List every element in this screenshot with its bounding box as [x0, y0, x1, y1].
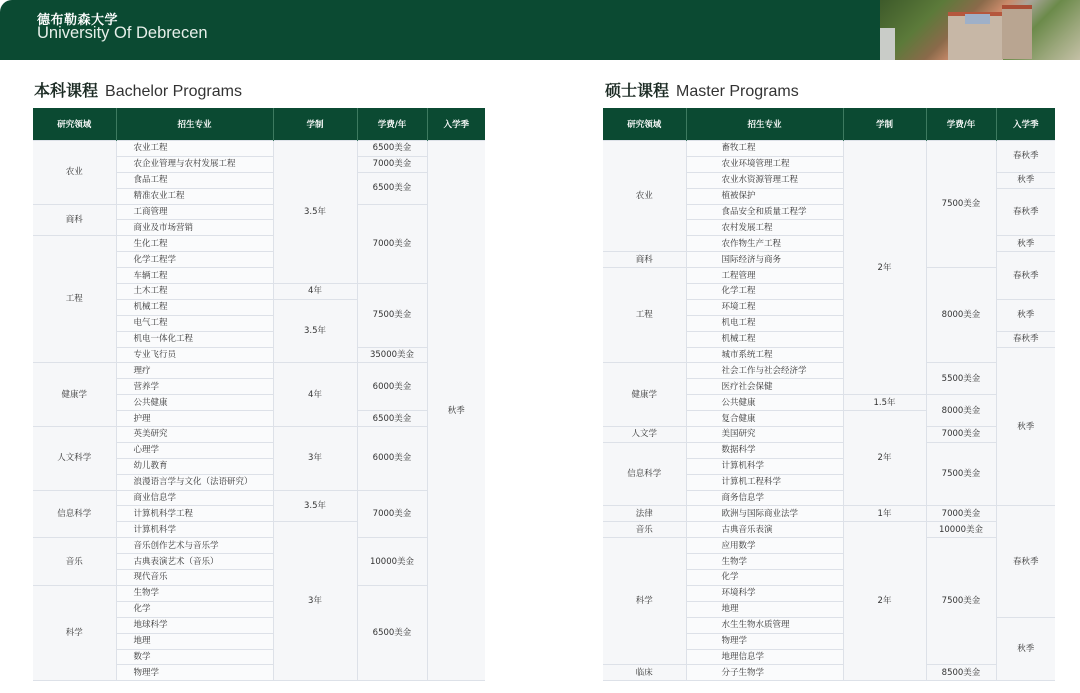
- table-header-row: [603, 108, 1055, 141]
- table-row: [33, 538, 485, 554]
- major-cell: 机电工程: [686, 315, 843, 331]
- duration-cell: 4年: [273, 363, 357, 427]
- major-cell: 农作物生产工程: [686, 236, 843, 252]
- field-cell: 农业: [603, 141, 686, 252]
- column-header-major: 招生专业: [116, 108, 273, 141]
- major-cell: 机械工程: [116, 299, 273, 315]
- major-cell: 商业及市场营销: [116, 220, 273, 236]
- major-cell: 医疗社会保健: [686, 379, 843, 395]
- fee-cell: 7000美金: [357, 490, 427, 538]
- major-cell: 国际经济与商务: [686, 252, 843, 268]
- major-cell: 古典音乐表演: [686, 522, 843, 538]
- major-cell: 食品安全和质量工程学: [686, 204, 843, 220]
- major-cell: 幼儿教育: [116, 458, 273, 474]
- major-cell: 化学工程学: [116, 252, 273, 268]
- season-cell: 春秋季: [996, 141, 1055, 173]
- field-cell: 信息科学: [33, 490, 116, 538]
- table-row: [33, 490, 485, 506]
- table-row: [603, 268, 1055, 284]
- major-cell: 电气工程: [116, 315, 273, 331]
- duration-cell: 3.5年: [273, 299, 357, 363]
- major-cell: 欧洲与国际商业法学: [686, 506, 843, 522]
- fee-cell: 10000美金: [926, 522, 996, 538]
- column-header-season: 入学季: [427, 108, 485, 141]
- major-cell: 土木工程: [116, 284, 273, 300]
- major-cell: 现代音乐: [116, 570, 273, 586]
- field-cell: 科学: [603, 538, 686, 665]
- field-cell: 工程: [33, 236, 116, 363]
- column-header-field: 研究领域: [33, 108, 116, 141]
- fee-cell: 7500美金: [926, 442, 996, 506]
- table-header-row: [33, 108, 485, 141]
- university-name-en: University Of Debrecen: [37, 24, 208, 42]
- major-cell: 地理: [116, 633, 273, 649]
- table-row: [33, 585, 485, 601]
- major-cell: 商业信息学: [116, 490, 273, 506]
- bachelor-section-title: [34, 78, 242, 101]
- major-cell: 心理学: [116, 442, 273, 458]
- field-cell: 科学: [33, 585, 116, 680]
- major-cell: 物理学: [116, 665, 273, 681]
- column-header-field: 研究领域: [603, 108, 686, 141]
- duration-cell: 3.5年: [273, 490, 357, 522]
- duration-cell: 1.5年: [843, 395, 926, 411]
- duration-cell: 2年: [843, 522, 926, 681]
- duration-cell: 3年: [273, 427, 357, 491]
- major-cell: 计算机科学工程: [116, 506, 273, 522]
- master-title-cn: 硕士课程: [605, 81, 670, 100]
- major-cell: 计算机科学: [116, 522, 273, 538]
- season-cell: 春秋季: [996, 506, 1055, 617]
- duration-cell: 2年: [843, 141, 926, 395]
- table-row: [603, 442, 1055, 458]
- season-cell: 秋季: [996, 617, 1055, 681]
- major-cell: 农业环境管理工程: [686, 156, 843, 172]
- field-cell: 商科: [33, 204, 116, 236]
- major-cell: 畜牧工程: [686, 141, 843, 157]
- season-cell: 春秋季: [996, 252, 1055, 300]
- fee-cell: 6000美金: [357, 363, 427, 411]
- major-cell: 美国研究: [686, 427, 843, 443]
- fee-cell: 7000美金: [926, 506, 996, 522]
- column-header-duration: 学制: [843, 108, 926, 141]
- university-name-cn: 德布勒森大学: [37, 13, 119, 28]
- duration-cell: 1年: [843, 506, 926, 522]
- major-cell: 护理: [116, 411, 273, 427]
- table-row: [603, 141, 1055, 157]
- major-cell: 商务信息学: [686, 490, 843, 506]
- fee-cell: 5500美金: [926, 363, 996, 395]
- major-cell: 环境科学: [686, 585, 843, 601]
- table-row: [33, 363, 485, 379]
- major-cell: 城市系统工程: [686, 347, 843, 363]
- major-cell: 水生生物水质管理: [686, 617, 843, 633]
- master-section-title: [605, 78, 799, 101]
- table-row: [33, 204, 485, 220]
- season-cell: 春秋季: [996, 331, 1055, 347]
- major-cell: 社会工作与社会经济学: [686, 363, 843, 379]
- fee-cell: 7000美金: [926, 427, 996, 443]
- column-header-duration: 学制: [273, 108, 357, 141]
- season-cell: 秋季: [996, 172, 1055, 188]
- major-cell: 食品工程: [116, 172, 273, 188]
- bachelor-title-en: Bachelor Programs: [105, 83, 242, 100]
- major-cell: 化学: [116, 601, 273, 617]
- season-cell: 秋季: [427, 141, 485, 681]
- major-cell: 古典表演艺术（音乐）: [116, 554, 273, 570]
- field-cell: 法律: [603, 506, 686, 522]
- field-cell: 音乐: [603, 522, 686, 538]
- major-cell: 农业水资源管理工程: [686, 172, 843, 188]
- major-cell: 化学工程: [686, 284, 843, 300]
- field-cell: 商科: [603, 252, 686, 268]
- field-cell: 健康学: [33, 363, 116, 427]
- major-cell: 公共健康: [116, 395, 273, 411]
- table-row: [33, 141, 485, 157]
- major-cell: 植被保护: [686, 188, 843, 204]
- duration-cell: 4年: [273, 284, 357, 300]
- fee-cell: 8000美金: [926, 268, 996, 363]
- major-cell: 数据科学: [686, 442, 843, 458]
- duration-cell: 2年: [843, 411, 926, 506]
- field-cell: 人文学: [603, 427, 686, 443]
- table-row: [33, 427, 485, 443]
- duration-cell: 3年: [273, 522, 357, 681]
- master-programs-table: [603, 108, 1055, 681]
- fee-cell: 6000美金: [357, 427, 427, 491]
- table-row: [603, 665, 1055, 681]
- master-title-en: Master Programs: [676, 83, 799, 100]
- column-header-fee: 学费/年: [926, 108, 996, 141]
- major-cell: 机电一体化工程: [116, 331, 273, 347]
- major-cell: 生化工程: [116, 236, 273, 252]
- major-cell: 计算机科学: [686, 458, 843, 474]
- major-cell: 数学: [116, 649, 273, 665]
- fee-cell: 6500美金: [357, 141, 427, 157]
- season-cell: 秋季: [996, 299, 1055, 331]
- major-cell: 工商管理: [116, 204, 273, 220]
- field-cell: 健康学: [603, 363, 686, 427]
- fee-cell: 7500美金: [357, 284, 427, 348]
- duration-cell: 3.5年: [273, 141, 357, 284]
- fee-cell: 8000美金: [926, 395, 996, 427]
- major-cell: 地球科学: [116, 617, 273, 633]
- fee-cell: 6500美金: [357, 172, 427, 204]
- field-cell: 工程: [603, 268, 686, 363]
- fee-cell: 7500美金: [926, 141, 996, 268]
- fee-cell: 6500美金: [357, 585, 427, 680]
- major-cell: 专业飞行员: [116, 347, 273, 363]
- major-cell: 分子生物学: [686, 665, 843, 681]
- major-cell: 机械工程: [686, 331, 843, 347]
- major-cell: 地理信息学: [686, 649, 843, 665]
- major-cell: 应用数学: [686, 538, 843, 554]
- season-cell: 秋季: [996, 236, 1055, 252]
- season-cell: 秋季: [996, 347, 1055, 506]
- fee-cell: 7500美金: [926, 538, 996, 665]
- bachelor-title-cn: 本科课程: [34, 81, 99, 100]
- fee-cell: 7000美金: [357, 204, 427, 283]
- major-cell: 物理学: [686, 633, 843, 649]
- major-cell: 农企业管理与农村发展工程: [116, 156, 273, 172]
- major-cell: 农村发展工程: [686, 220, 843, 236]
- major-cell: 音乐创作艺术与音乐学: [116, 538, 273, 554]
- field-cell: 人文科学: [33, 427, 116, 491]
- table-row: [603, 522, 1055, 538]
- major-cell: 车辆工程: [116, 268, 273, 284]
- table-row: [603, 538, 1055, 554]
- major-cell: 计算机工程科学: [686, 474, 843, 490]
- fee-cell: 10000美金: [357, 538, 427, 586]
- table-row: [603, 363, 1055, 379]
- major-cell: 农业工程: [116, 141, 273, 157]
- table-row: [603, 506, 1055, 522]
- column-header-major: 招生专业: [686, 108, 843, 141]
- major-cell: 生物学: [686, 554, 843, 570]
- field-cell: 音乐: [33, 538, 116, 586]
- field-cell: 信息科学: [603, 442, 686, 506]
- bachelor-programs-table: [33, 108, 485, 681]
- major-cell: 英美研究: [116, 427, 273, 443]
- field-cell: 农业: [33, 141, 116, 205]
- major-cell: 环境工程: [686, 299, 843, 315]
- major-cell: 精准农业工程: [116, 188, 273, 204]
- major-cell: 工程管理: [686, 268, 843, 284]
- major-cell: 浪漫语言学与文化（法语研究）: [116, 474, 273, 490]
- fee-cell: 7000美金: [357, 156, 427, 172]
- major-cell: 生物学: [116, 585, 273, 601]
- major-cell: 营养学: [116, 379, 273, 395]
- season-cell: 春秋季: [996, 188, 1055, 236]
- major-cell: 理疗: [116, 363, 273, 379]
- major-cell: 地理: [686, 601, 843, 617]
- fee-cell: 35000美金: [357, 347, 427, 363]
- field-cell: 临床: [603, 665, 686, 681]
- major-cell: 化学: [686, 570, 843, 586]
- major-cell: 复合健康: [686, 411, 843, 427]
- major-cell: 公共健康: [686, 395, 843, 411]
- column-header-fee: 学费/年: [357, 108, 427, 141]
- column-header-season: 入学季: [996, 108, 1055, 141]
- campus-photo: [880, 0, 1080, 60]
- fee-cell: 8500美金: [926, 665, 996, 681]
- table-row: [603, 427, 1055, 443]
- fee-cell: 6500美金: [357, 411, 427, 427]
